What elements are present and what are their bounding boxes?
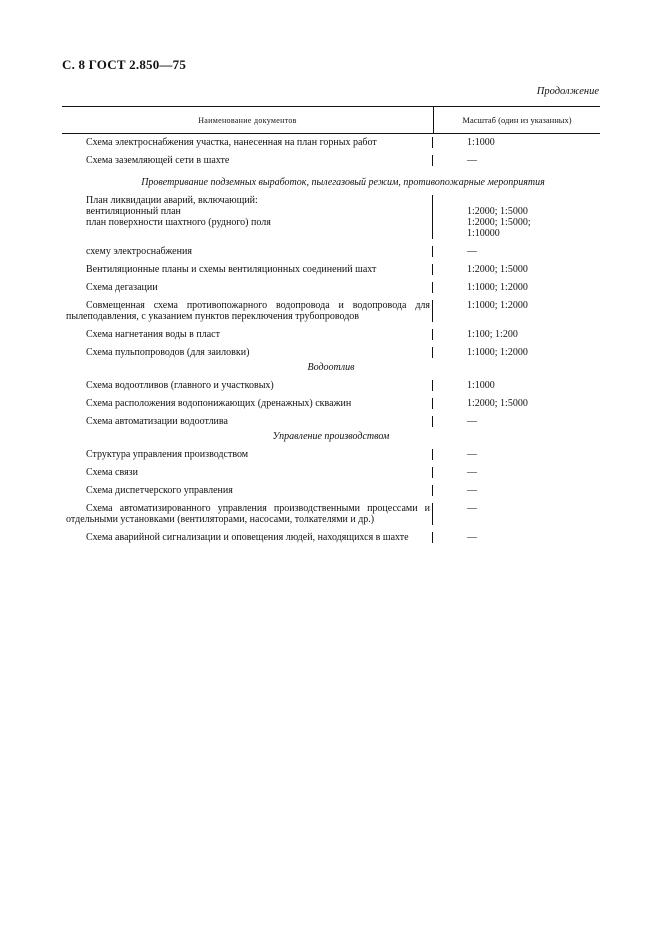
- doc-scale: —: [467, 503, 477, 514]
- page-header: С. 8 ГОСТ 2.850—75: [62, 57, 187, 72]
- doc-name: Схема дегазации: [86, 282, 158, 293]
- doc-name: План ликвидации аварий, включающий:: [86, 195, 258, 206]
- section-heading-ventilation: Проветривание подземных выработок, пылегазовый режим, противопожарные мероприятия: [141, 177, 545, 188]
- documents-table: [62, 106, 600, 543]
- doc-scale: —: [467, 416, 477, 427]
- doc-name: Схема нагнетания воды в пласт: [86, 329, 220, 340]
- section-heading-management: Управление производством: [272, 431, 390, 442]
- doc-scale: 1:2000; 1:5000: [467, 264, 528, 275]
- doc-scale: 1:10000: [467, 228, 500, 239]
- table-row: [62, 246, 600, 264]
- col-name-header: Наименование документов: [62, 107, 434, 133]
- col-scale-header: Масштаб (один из указанных): [462, 114, 572, 125]
- section-heading-drainage: Водоотлив: [307, 362, 355, 373]
- doc-subitem-name: план поверхности шахтного (рудного) поля: [86, 217, 271, 228]
- doc-scale: 1:2000; 1:5000: [467, 206, 528, 217]
- doc-name: Схема водоотливов (главного и участковых): [86, 380, 274, 391]
- doc-scale: —: [467, 467, 477, 478]
- table-header: [62, 106, 600, 134]
- doc-name: Вентиляционные планы и схемы вентиляционных соединений шахт: [86, 264, 377, 275]
- table-row-plan-liquidation: [62, 195, 600, 246]
- doc-scale: 1:1000: [467, 137, 495, 148]
- table-row: [62, 532, 600, 543]
- doc-scale: 1:1000; 1:2000: [467, 282, 528, 293]
- doc-subitem-name: вентиляционный план: [86, 206, 181, 217]
- table-row: [62, 264, 600, 282]
- doc-name: Схема связи: [86, 467, 138, 478]
- doc-name: Схема пульпопроводов (для заиловки): [86, 347, 250, 358]
- table-row: [62, 155, 600, 173]
- table-row: [62, 449, 600, 467]
- table-row: [62, 329, 600, 347]
- doc-name: Схема заземляющей сети в шахте: [86, 155, 230, 166]
- doc-name: Схема расположения водопонижающих (дренажных) скважин: [86, 398, 352, 409]
- doc-scale: —: [467, 449, 477, 460]
- doc-scale: 1:1000; 1:2000: [467, 300, 528, 311]
- table-row: [62, 485, 600, 503]
- table-row: [62, 467, 600, 485]
- table-row: [62, 416, 600, 427]
- doc-name: Схема автоматизированного управления производственными процессами и отдельными установками (вентиляторами, насосами, толкателями и др.): [66, 503, 430, 525]
- doc-scale: 1:1000: [467, 380, 495, 391]
- doc-name: Схема электроснабжения участка, нанесенная на план горных работ: [86, 137, 377, 148]
- doc-scale: —: [467, 246, 477, 257]
- table-row: [62, 347, 600, 358]
- doc-scale: 1:1000; 1:2000: [467, 347, 528, 358]
- doc-name: Структура управления производством: [86, 449, 249, 460]
- doc-name: Совмещенная схема противопожарного водопровода и водопровода для пылеподавления, с указанием пунктов переключения трубопроводов: [66, 300, 430, 322]
- table-row: [62, 134, 600, 155]
- continuation-label: Продолжение: [536, 86, 599, 97]
- doc-scale: —: [467, 532, 477, 543]
- doc-name: схему электроснабжения: [86, 246, 192, 257]
- doc-name: Схема автоматизации водоотлива: [86, 416, 228, 427]
- doc-scale: —: [467, 155, 477, 166]
- doc-scale: 1:2000; 1:5000: [467, 398, 528, 409]
- doc-scale: 1:100; 1:200: [467, 329, 518, 340]
- table-row: [62, 380, 600, 398]
- table-row: [62, 398, 600, 416]
- doc-name: Схема диспетчерского управления: [86, 485, 233, 496]
- doc-scale: —: [467, 485, 477, 496]
- table-row: [62, 503, 600, 532]
- doc-name: Схема аварийной сигнализации и оповещения людей, находящихся в шахте: [86, 532, 409, 543]
- doc-scale: 1:2000; 1:5000;: [467, 217, 531, 228]
- table-row: [62, 282, 600, 300]
- table-row: [62, 300, 600, 329]
